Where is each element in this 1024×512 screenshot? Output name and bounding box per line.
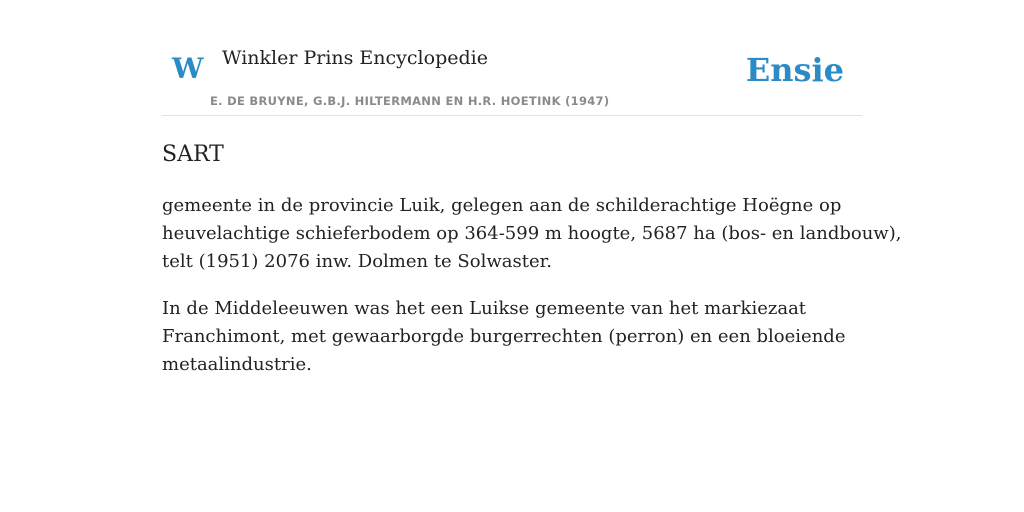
paragraph-line: In de Middeleeuwen was het een Luikse gemeente van het markiezaat	[162, 298, 807, 319]
article-headword: SART	[162, 142, 224, 167]
page	[162, 0, 902, 512]
source-authors: E. DE BRUYNE, G.B.J. HILTERMANN EN H.R. HOETINK (1947)	[210, 94, 610, 108]
source-title: Winkler Prins Encyclopedie	[222, 47, 488, 69]
article-body	[162, 192, 902, 398]
winkler-prins-logo-icon: W	[172, 52, 204, 85]
paragraph-line: metaalindustrie.	[162, 354, 312, 375]
ensie-brand-link[interactable]: Ensie	[745, 51, 844, 89]
paragraph-line: telt (1951) 2076 inw. Dolmen te Solwaster.	[162, 251, 552, 272]
paragraph-line: gemeente in de provincie Luik, gelegen aan de schilderachtige Hoëgne op	[162, 195, 842, 216]
paragraph-line: heuvelachtige schieferbodem op 364-599 m hoogte, 5687 ha (bos- en landbouw),	[162, 223, 902, 244]
source-header	[162, 0, 862, 116]
paragraph-line: Franchimont, met gewaarborgde burgerrechten (perron) en een bloeiende	[162, 326, 846, 347]
article-paragraph	[162, 295, 862, 379]
article-paragraph	[162, 192, 902, 276]
